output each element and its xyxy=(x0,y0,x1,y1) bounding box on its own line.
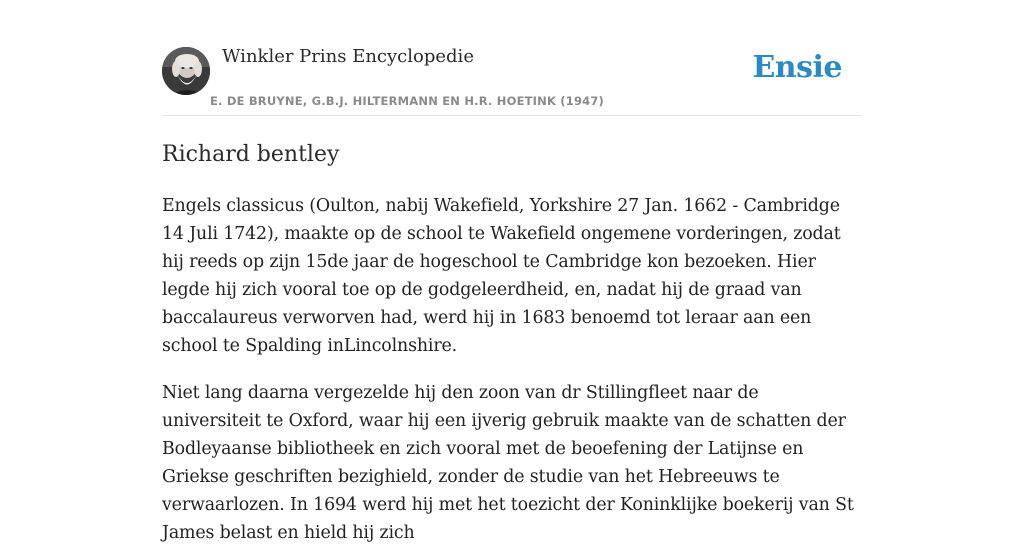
author-portrait-icon xyxy=(162,47,210,95)
article-paragraph-2: Niet lang daarna vergezelde hij den zoon van dr Stillingfleet naar de universiteit te Oxford, waar hij een ijverig gebruik maakte van de schatten der Bodleyaanse bibliotheek en zich vooral met de beoefening der Latijnse en Griekse geschriften bezighield, zonder de studie van het Hebreeuws te verwaarlozen. In 1694 werd hij met het toezicht der Koninklijke boekerij van St James belast en hield hij zich xyxy=(162,383,854,543)
source-title-link[interactable]: Winkler Prins Encyclopedie xyxy=(222,46,474,67)
article-title: Richard bentley xyxy=(162,142,340,167)
brand-logo-link[interactable]: Ensie xyxy=(752,50,842,85)
authors-line: E. DE BRUYNE, G.B.J. HILTERMANN EN H.R. HOETINK (1947) xyxy=(210,94,605,108)
source-header xyxy=(162,0,862,116)
author-avatar[interactable] xyxy=(162,47,210,95)
article-paragraph-1: Engels classicus (Oulton, nabij Wakefield, Yorkshire 27 Jan. 1662 - Cambridge 14 Juli 1742), maakte op de school te Wakefield ongemene vorderingen, zodat hij reeds op zijn 15de jaar de hogeschool te Cambridge kon bezoeken. Hier legde hij zich vooral toe op de godgeleerdheid, en, nadat hij de graad van baccalaureus verworven had, werd hij in 1683 benoemd tot leraar aan een school te Spalding inLincolnshire. xyxy=(162,196,841,356)
page-container xyxy=(162,0,862,547)
